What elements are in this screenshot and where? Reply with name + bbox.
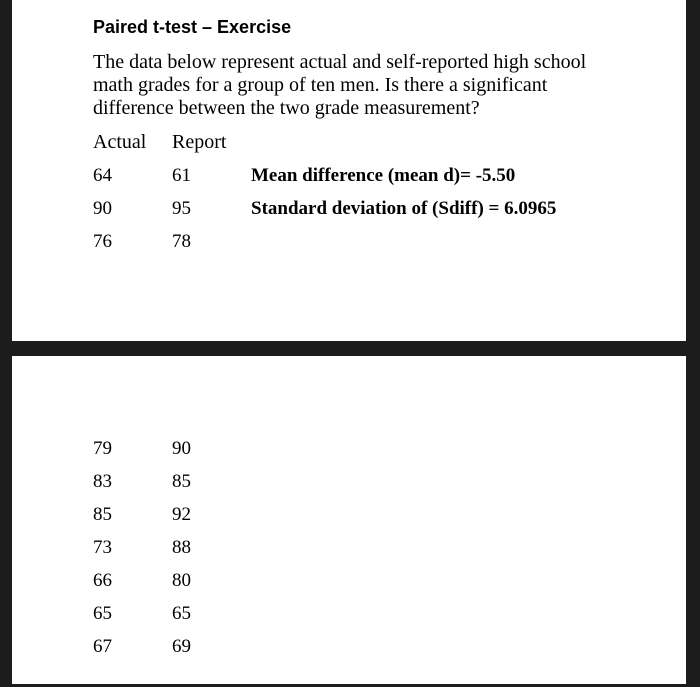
actual-value: 67 bbox=[93, 636, 112, 657]
actual-value: 76 bbox=[93, 231, 112, 252]
header-actual: Actual bbox=[93, 131, 147, 153]
actual-value: 73 bbox=[93, 537, 112, 558]
header-report: Report bbox=[172, 131, 227, 153]
actual-value: 83 bbox=[93, 471, 112, 492]
page-bottom bbox=[12, 356, 686, 684]
page-title: Paired t-test – Exercise bbox=[93, 17, 292, 37]
report-value: 90 bbox=[172, 438, 191, 459]
report-value: 61 bbox=[172, 165, 191, 186]
actual-value: 66 bbox=[93, 570, 112, 591]
report-value: 95 bbox=[172, 198, 191, 219]
actual-value: 90 bbox=[93, 198, 112, 219]
description-line-3: difference between the two grade measurement? bbox=[93, 97, 480, 119]
report-value: 92 bbox=[172, 504, 191, 525]
report-value: 88 bbox=[172, 537, 191, 558]
report-value: 69 bbox=[172, 636, 191, 657]
report-value: 65 bbox=[172, 603, 191, 624]
page-top bbox=[12, 0, 686, 341]
report-value: 80 bbox=[172, 570, 191, 591]
report-value: 85 bbox=[172, 471, 191, 492]
actual-value: 85 bbox=[93, 504, 112, 525]
mean-difference: Mean difference (mean d)= -5.50 bbox=[251, 165, 516, 186]
standard-deviation: Standard deviation of (Sdiff) = 6.0965 bbox=[251, 198, 557, 219]
report-value: 78 bbox=[172, 231, 191, 252]
description-line-2: math grades for a group of ten men. Is there a significant bbox=[93, 74, 548, 96]
actual-value: 79 bbox=[93, 438, 112, 459]
actual-value: 64 bbox=[93, 165, 112, 186]
description-line-1: The data below represent actual and self-reported high school bbox=[93, 51, 587, 73]
actual-value: 65 bbox=[93, 603, 112, 624]
